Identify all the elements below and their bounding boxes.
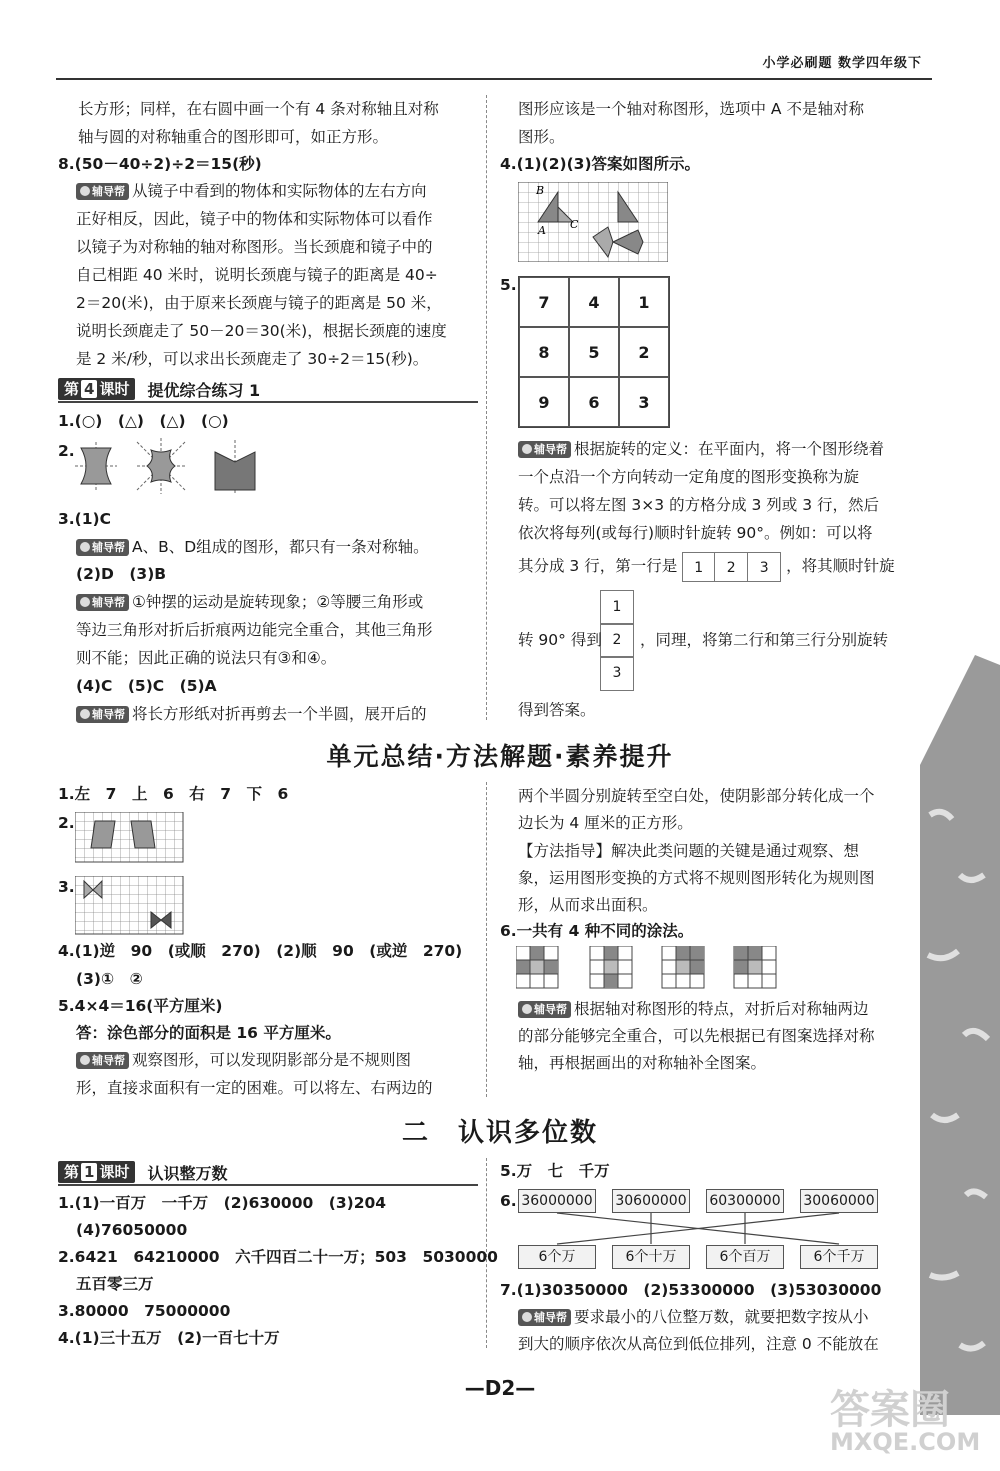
- page-number: —D2—: [464, 1376, 536, 1400]
- column-box: 2: [600, 623, 634, 658]
- section-title: 单元总结·方法解题·素养提升: [326, 742, 674, 771]
- text-line: 的部分能够完全重合，可以先根据已有图案选择对称: [518, 1027, 875, 1045]
- l1-question-1: 1.(1)一百万 一千万 (2)630000 (3)204: [58, 1194, 387, 1212]
- number-box: 30060000: [800, 1189, 878, 1213]
- row-box: 3: [748, 552, 781, 582]
- helper-tag: 辅导帮: [76, 1052, 129, 1069]
- text-line: 依次将每列(或每行)顺时针旋转 90°。例如：可以将: [518, 524, 873, 542]
- row-box: 1: [682, 552, 715, 582]
- watermark-url: MXQE.COM: [830, 1428, 981, 1456]
- decorative-strip: [920, 655, 1000, 1415]
- text-line: 边长为 4 厘米的正方形。: [518, 814, 693, 832]
- explanation-line: 辅导帮 从镜子中看到的物体和实际物体的左右方向: [76, 180, 427, 202]
- l4-question-1: 1.(○) (△) (△) (○): [58, 412, 229, 430]
- l4-answers: (2)D (3)B: [76, 565, 167, 583]
- symmetry-figures: [75, 438, 265, 496]
- helper-icon: [80, 597, 90, 607]
- helper-tag: 辅导帮: [518, 441, 571, 458]
- lesson-title: 认识整万数: [147, 1163, 228, 1183]
- helper-icon: [80, 1055, 90, 1065]
- grid-cell: 2: [619, 327, 669, 377]
- explanation-line: 辅导帮 ①钟摆的运动是旋转现象；②等腰三角形或: [76, 591, 423, 613]
- helper-tag: 辅导帮: [76, 183, 129, 200]
- l1-question-2: 2.6421 64210000 六千四百二十一万；503 5030000: [58, 1248, 498, 1266]
- l1-question-7: 7.(1)30350000 (2)53300000 (3)53030000: [500, 1281, 882, 1299]
- question-4: 4.(1)(2)(3)答案如图所示。: [500, 155, 701, 173]
- text-line: 图形应该是一个轴对称图形，选项中 A 不是轴对称: [518, 100, 864, 118]
- question-5: 5.: [500, 276, 517, 294]
- helper-tag: 辅导帮: [76, 706, 129, 723]
- s1-question-3: 3.: [58, 878, 75, 896]
- figure-hourglass: [75, 442, 117, 490]
- label-c: C: [570, 218, 579, 231]
- l1-question-4: 4.(1)三十五万 (2)一百七十万: [58, 1329, 280, 1347]
- lesson-title: 提优综合练习 1: [147, 380, 261, 400]
- question-8: 8.(50－40÷2)÷2＝15(秒): [58, 155, 262, 173]
- grid-cell: 3: [619, 377, 669, 427]
- figure-pentagon: [215, 440, 255, 494]
- text-line: 【方法指导】解决此类问题的关键是通过观察、想: [518, 842, 860, 860]
- unit-box: 6个十万: [612, 1245, 690, 1269]
- lesson-badge: 第 1 课时: [58, 1161, 135, 1183]
- lesson-badge: 第 4 课时: [58, 378, 135, 400]
- lesson-4-header: [58, 377, 260, 401]
- column-box: 1: [600, 590, 634, 625]
- explanation-line: 辅导帮 将长方形纸对折再剪去一个半圆，展开后的: [76, 703, 427, 725]
- helper-tag: 辅导帮: [518, 1309, 571, 1326]
- lesson-1-header: [58, 1160, 227, 1184]
- header-rule: [56, 78, 932, 80]
- pattern-4: [734, 946, 776, 988]
- helper-icon: [80, 709, 90, 719]
- number-box: 36000000: [518, 1189, 596, 1213]
- column-divider-top: [486, 95, 487, 720]
- grid-cell: 6: [569, 377, 619, 427]
- coloring-patterns: [516, 946, 786, 990]
- s1-question-4: 4.(1)逆 90 (或顺 270) (2)顺 90 (或逆 270): [58, 942, 463, 960]
- book-header: 小学必刷题 数学四年级下: [762, 56, 922, 71]
- lesson-rule: [58, 401, 478, 403]
- label-a: A: [538, 224, 546, 237]
- helper-icon: [522, 1004, 532, 1014]
- l1-question-2b: 五百零三万: [76, 1275, 154, 1293]
- helper-icon: [522, 1312, 532, 1322]
- text-line: 得到答案。: [518, 701, 596, 719]
- text-line: 自己相距 40 米时，说明长颈鹿与镜子的距离是 40÷: [76, 266, 438, 284]
- text-line: 2＝20(米)，由于原来长颈鹿与镜子的距离是 50 米，: [76, 294, 442, 312]
- grid-cell: 5: [569, 327, 619, 377]
- helper-tag: 辅导帮: [76, 594, 129, 611]
- unit-box: 6个百万: [706, 1245, 784, 1269]
- text-line: 是 2 米/秒，可以求出长颈鹿走了 30÷2＝15(秒)。: [76, 350, 429, 368]
- text-line: 等边三角形对折后折痕两边能完全重合，其他三角形: [76, 621, 433, 639]
- s1-question-5: 5.4×4＝16(平方厘米): [58, 997, 223, 1015]
- shape-grid-q2: [75, 812, 185, 864]
- helper-tag: 辅导帮: [518, 1001, 571, 1018]
- l4-question-3: 3.(1)C: [58, 510, 112, 528]
- grid-cell: 7: [519, 277, 569, 327]
- helper-icon: [80, 542, 90, 552]
- shape-grid-q3: [75, 876, 185, 936]
- text-line: 两个半圆分别旋转至空白处，使阴影部分转化成一个: [518, 787, 875, 805]
- explanation-line: 辅导帮 A、B、D组成的图形，都只有一条对称轴。: [76, 536, 429, 558]
- text-line: 轴与圆的对称轴重合的图形即可，如正方形。: [78, 128, 389, 146]
- explanation-line: 辅导帮 根据旋转的定义：在平面内，将一个图形绕着: [518, 438, 884, 460]
- matching-lines: [518, 1213, 878, 1245]
- text-line: 以镜子为对称轴的轴对称图形。当长颈鹿和镜子中的: [76, 238, 433, 256]
- l4-question-2: 2.: [58, 442, 75, 460]
- text-line: 转 90° 得到: [518, 631, 602, 649]
- grid-3x3: [518, 276, 670, 428]
- l1-question-3: 3.80000 75000000: [58, 1302, 231, 1320]
- unit-box: 6个千万: [800, 1245, 878, 1269]
- pattern-3: [662, 946, 704, 988]
- text-line: 说明长颈鹿走了 50－20＝30(米)，根据长颈鹿的速度: [76, 322, 447, 340]
- s1-question-4b: (3)① ②: [76, 970, 143, 988]
- unit-box: 6个万: [518, 1245, 596, 1269]
- chapter-title: 二 认识多位数: [401, 1118, 598, 1148]
- s1-answer-5: 答：涂色部分的面积是 16 平方厘米。: [76, 1024, 341, 1042]
- number-box: 30600000: [612, 1189, 690, 1213]
- rotation-grid-figure: [518, 182, 668, 262]
- explanation-line: 辅导帮 观察图形，可以发现阴影部分是不规则图: [76, 1049, 411, 1071]
- grid-cell: 4: [569, 277, 619, 327]
- text-line: 则不能；因此正确的说法只有③和④。: [76, 649, 337, 667]
- pattern-1: [516, 946, 558, 988]
- text-line: ，同理，将第二行和第三行分别旋转: [640, 631, 889, 649]
- pattern-2: [590, 946, 632, 988]
- watermark-logo: 答案圈: [830, 1387, 950, 1433]
- grid-cell: 8: [519, 327, 569, 377]
- text-line: 轴，再根据画出的对称轴补全图案。: [518, 1054, 767, 1072]
- s1-question-1: 1.左 7 上 6 右 7 下 6: [58, 785, 289, 803]
- text-line: 正好相反，因此，镜子中的物体和实际物体可以看作: [76, 210, 433, 228]
- text-line: 象，运用图形变换的方式将不规则图形转化为规则图: [518, 869, 875, 887]
- l4-answers: (4)C (5)C (5)A: [76, 677, 217, 695]
- number-box: 60300000: [706, 1189, 784, 1213]
- explanation-line: 辅导帮 要求最小的八位整万数，就要把数字按从小: [518, 1306, 869, 1328]
- grid-cell: 1: [619, 277, 669, 327]
- column-box: 3: [600, 656, 634, 691]
- l1-question-5: 5.万 七 千万: [500, 1162, 610, 1180]
- s1-question-6: 6.一共有 4 种不同的涂法。: [500, 922, 694, 940]
- grid-cell: 9: [519, 377, 569, 427]
- label-b: B: [536, 184, 545, 197]
- text-line: 到大的顺序依次从高位到低位排列，注意 0 不能放在: [518, 1335, 879, 1353]
- l1-question-6: 6.: [500, 1192, 517, 1210]
- helper-icon: [80, 186, 90, 196]
- lesson-rule: [58, 1184, 478, 1186]
- text-line-with-row: 其分成 3 行，第一行是 1 2 3 ，将其顺时针旋: [518, 551, 895, 582]
- text-line: 形，从而求出面积。: [518, 896, 658, 914]
- row-box: 2: [715, 552, 748, 582]
- helper-icon: [522, 444, 532, 454]
- figure-octagon: [137, 438, 185, 494]
- l1-question-1b: (4)76050000: [76, 1221, 188, 1239]
- text-line: 一个点沿一个方向转动一定角度的图形变换称为旋: [518, 468, 860, 486]
- text-line: 图形。: [518, 128, 565, 146]
- text-line: 长方形；同样，在右圆中画一个有 4 条对称轴且对称: [78, 100, 439, 118]
- text-line: 形，直接求面积有一定的困难。可以将左、右两边的: [76, 1079, 433, 1097]
- s1-question-2: 2.: [58, 814, 75, 832]
- helper-tag: 辅导帮: [76, 539, 129, 556]
- text-line: 转。可以将左图 3×3 的方格分成 3 列或 3 行，然后: [518, 496, 879, 514]
- explanation-line: 辅导帮 根据轴对称图形的特点，对折后对称轴两边: [518, 998, 869, 1020]
- column-divider-mid: [486, 782, 487, 1097]
